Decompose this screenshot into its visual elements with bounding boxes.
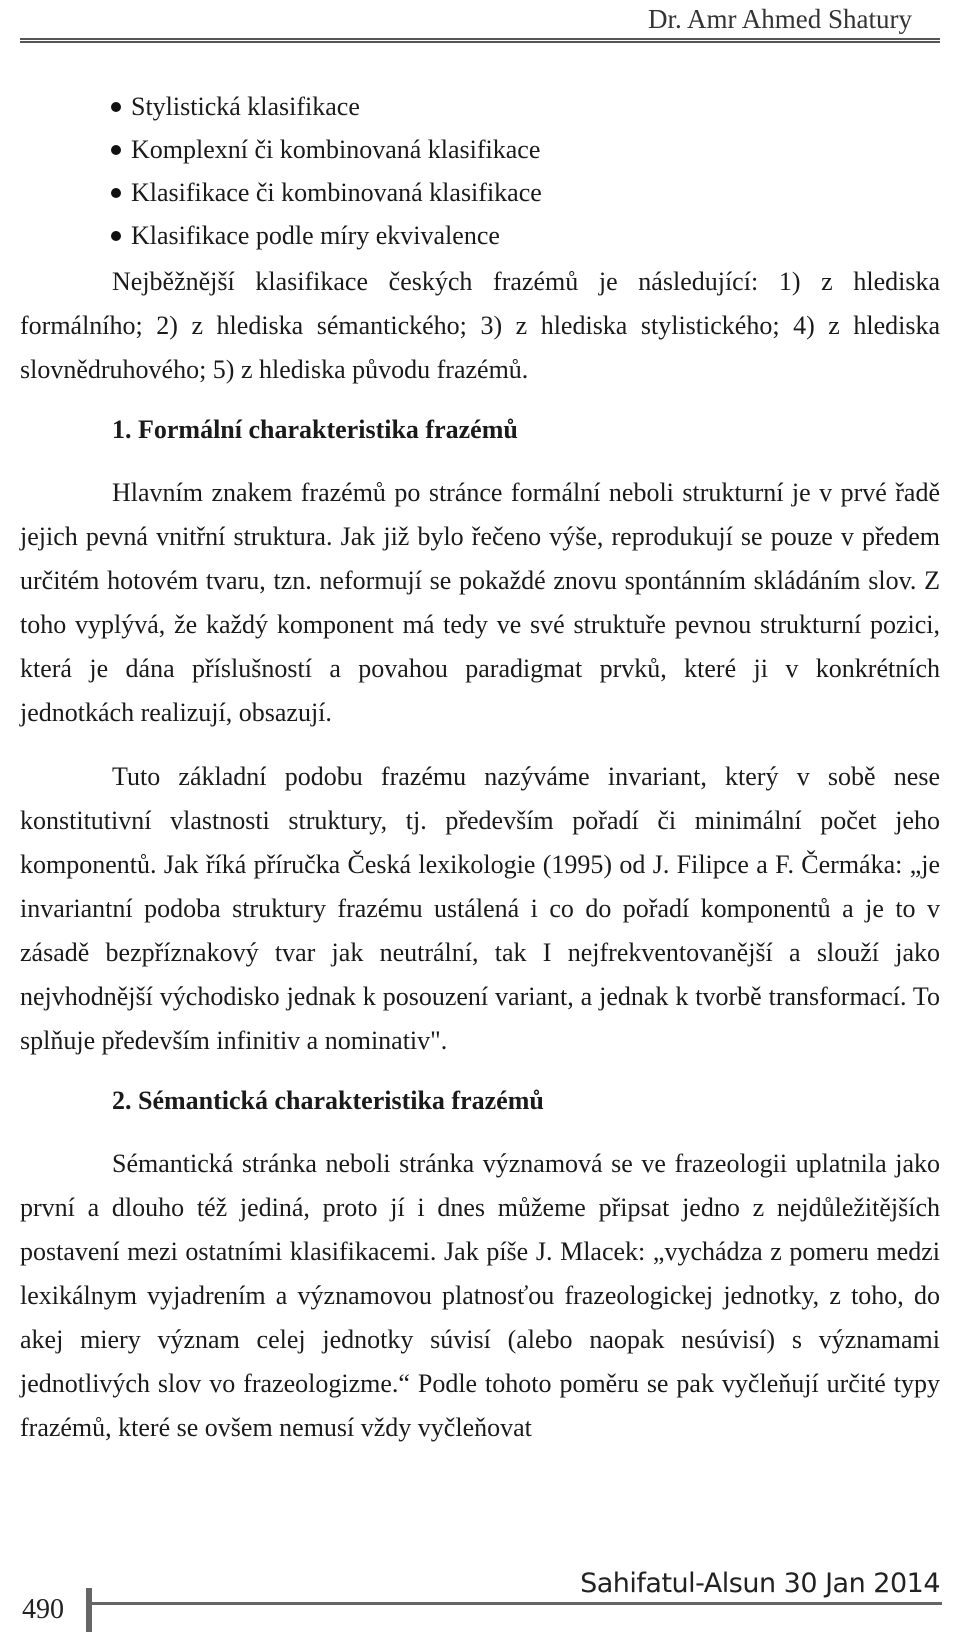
list-item-text: Stylistická klasifikace <box>131 92 360 121</box>
list-item <box>111 214 940 257</box>
footer-rule <box>92 1602 942 1605</box>
intro-paragraph: Nejběžnější klasifikace českých frazémů je následující: 1) z hlediska formálního; 2) z hlediska sémantického; 3) z hlediska stylistického; 4) z hlediska slovnědruhového; 5) z hlediska původu frazémů. <box>20 267 940 384</box>
list-item-text: Klasifikace či kombinovaná klasifikace <box>131 178 542 207</box>
bullet-icon <box>111 102 121 112</box>
header-author: Dr. Amr Ahmed Shatury <box>648 4 912 34</box>
section-1-paragraph-1: Hlavním znakem frazémů po stránce formální neboli strukturní je v prvé řadě jejich pevná vnitřní struktura. Jak již bylo řečeno výše, reprodukují se pouze v předem určitém hotovém tvaru, tzn. neformují se pokaždé znovu spontánním skládáním slov. Z toho vyplývá, že každý komponent má tedy ve své struktuře pevnou strukturní pozici, která je dána příslušností a povahou paradigmat prvků, které ji v konkrétních jednotkách realizují, obsazují. <box>20 478 940 727</box>
page-footer <box>0 1566 960 1636</box>
list-item <box>111 128 940 171</box>
list-item-text: Klasifikace podle míry ekvivalence <box>131 221 500 250</box>
list-item <box>111 171 940 214</box>
section-2-heading: 2. Sémantická charakteristika frazémů <box>112 1086 544 1115</box>
list-item <box>111 85 940 128</box>
footer-divider <box>86 1588 92 1632</box>
page-number: 490 <box>22 1594 64 1625</box>
bullet-icon <box>111 188 121 198</box>
page-header <box>0 0 960 38</box>
journal-name: Sahifatul-Alsun 30 Jan 2014 <box>580 1568 940 1599</box>
section-1-heading: 1. Formální charakteristika frazémů <box>112 415 518 444</box>
bullet-icon <box>111 145 121 155</box>
classification-list <box>20 85 940 257</box>
section-1-paragraph-2: Tuto základní podobu frazému nazýváme invariant, který v sobě nese konstitutivní vlastnosti struktury, tj. především pořadí či minimální počet jeho komponentů. Jak říká příručka Česká lexikologie (1995) od J. Filipce a F. Čermáka: „je invariantní podoba struktury frazému ustálená i co do pořadí komponentů a je to v zásadě bezpříznakový tvar jak neutrální, tak I nejfrekventovanější a slouží jako nejvhodnější východisko jednak k posouzení variant, a jednak k tvorbě transformací. To splňuje především infinitiv a nominativ". <box>20 762 940 1055</box>
section-2-paragraph-1: Sémantická stránka neboli stránka významová se ve frazeologii uplatnila jako první a dlouho též jediná, proto jí i dnes můžeme připsat jedno z nejdůležitějších postavení mezi ostatními klasifikacemi. Jak píše J. Mlacek: „vychádza z pomeru medzi lexikálnym vyjadrením a významovou platnosťou frazeologickej jednotky, z toho, do akej miery význam celej jednotky súvisí (alebo naopak nesúvisí) s významami jednotlivých slov vo frazeologizme.“ Podle tohoto poměru se pak vyčleňují určité typy frazémů, které se ovšem nemusí vždy vyčleňovat <box>20 1149 940 1442</box>
page-content <box>20 85 940 1450</box>
header-rule <box>20 38 940 43</box>
bullet-icon <box>111 231 121 241</box>
list-item-text: Komplexní či kombinovaná klasifikace <box>131 135 541 164</box>
